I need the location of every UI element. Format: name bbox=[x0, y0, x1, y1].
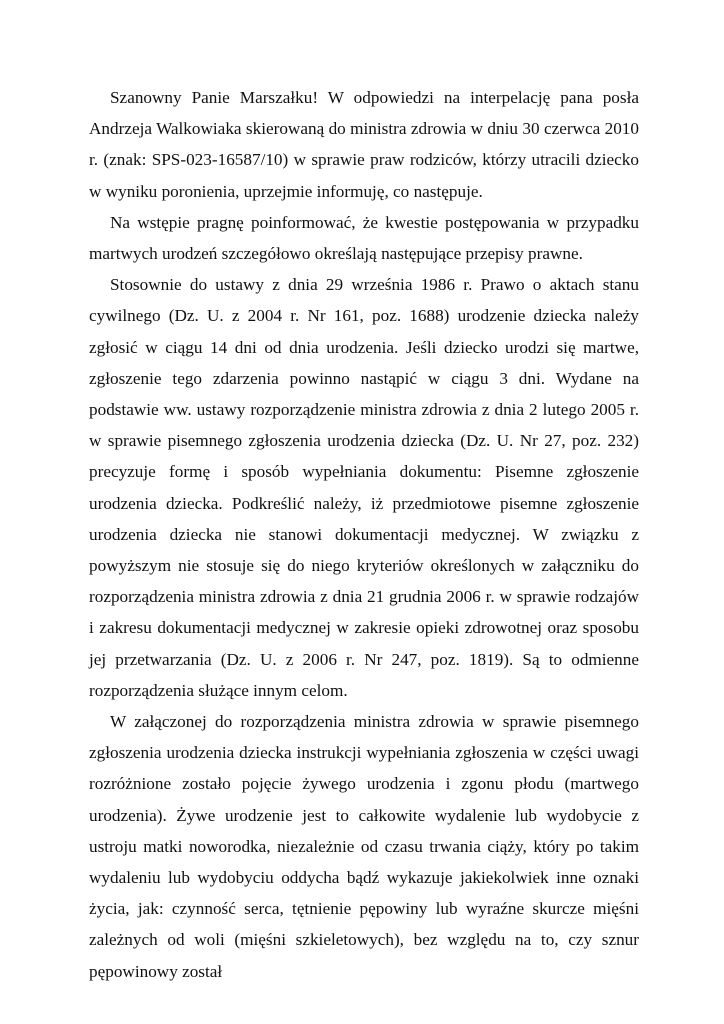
document-page bbox=[89, 82, 639, 987]
paragraph-definitions: W załączonej do rozporządzenia ministra zdrowia w sprawie pisemnego zgłoszenia urodzenia dziecka instrukcji wypełniania zgłoszenia w części uwagi rozróżnione zostało pojęcie żywego urodzenia i zgonu płodu (martwego urodzenia). Żywe urodzenie jest to całkowite wydalenie lub wydobycie z ustroju matki noworodka, niezależnie od czasu trwania ciąży, który po takim wydaleniu lub wydobyciu oddycha bądź wykazuje jakiekolwiek inne oznaki życia, jak: czynność serca, tętnienie pępowiny lub wyraźne skurcze mięśni zależnych od woli (mięśni szkieletowych), bez względu na to, czy sznur pępowinowy został bbox=[89, 712, 639, 981]
paragraph-greeting: Szanowny Panie Marszałku! W odpowiedzi na interpelację pana posła Andrzeja Walkowiaka skierowaną do ministra zdrowia w dniu 30 czerwca 2010 r. (znak: SPS-023-16587/10) w sprawie praw rodziców, którzy utracili dziecko w wyniku poronienia, uprzejmie informuję, co następuje. bbox=[89, 88, 639, 201]
paragraph-legal-basis: Stosownie do ustawy z dnia 29 września 1986 r. Prawo o aktach stanu cywilnego (Dz. U. z 2004 r. Nr 161, poz. 1688) urodzenie dziecka należy zgłosić w ciągu 14 dni od dnia urodzenia. Jeśli dziecko urodzi się martwe, zgłoszenie tego zdarzenia powinno nastąpić w ciągu 3 dni. Wydane na podstawie ww. ustawy rozporządzenie ministra zdrowia z dnia 2 lutego 2005 r. w sprawie pisemnego zgłoszenia urodzenia dziecka (Dz. U. Nr 27, poz. 232) precyzuje formę i sposób wypełniania dokumentu: Pisemne zgłoszenie urodzenia dziecka. Podkreślić należy, iż przedmiotowe pisemne zgłoszenie urodzenia dziecka nie stanowi dokumentacji medycznej. W związku z powyższym nie stosuje się do niego kryteriów określonych w załączniku do rozporządzenia ministra zdrowia z dnia 21 grudnia 2006 r. w sprawie rodzajów i zakresu dokumentacji medycznej w zakresie opieki zdrowotnej oraz sposobu jej przetwarzania (Dz. U. z 2006 r. Nr 247, poz. 1819). Są to odmienne rozporządzenia służące innym celom. bbox=[89, 275, 639, 700]
paragraph-introduction: Na wstępie pragnę poinformować, że kwestie postępowania w przypadku martwych urodzeń szczegółowo określają następujące przepisy prawne. bbox=[89, 212, 639, 264]
